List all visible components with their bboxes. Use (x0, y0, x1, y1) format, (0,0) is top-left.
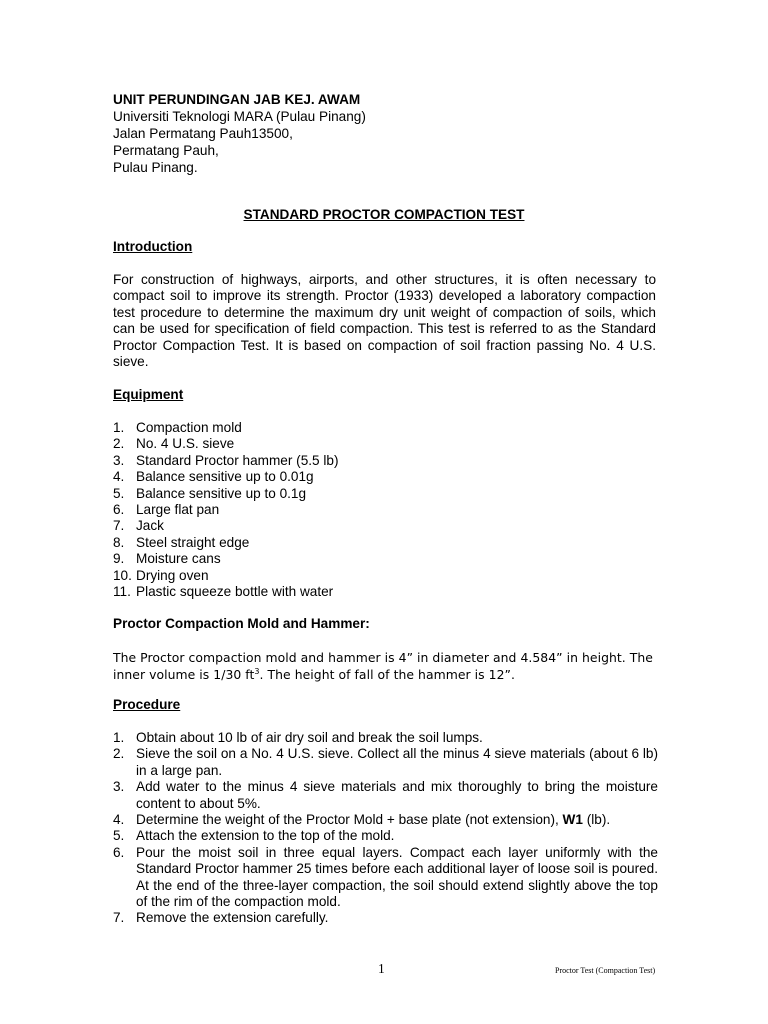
mold-hammer-paragraph (113, 649, 656, 683)
introduction-heading: Introduction (113, 239, 193, 254)
list-item: 1. Compaction mold (113, 420, 242, 435)
equipment-heading: Equipment (113, 387, 184, 402)
list-item: 9. Moisture cans (113, 551, 221, 567)
list-item: 1. Obtain about 10 lb of air dry soil and break the soil lumps. (113, 730, 483, 745)
running-footer-title: Proctor Test (Compaction Test) (555, 966, 656, 975)
address-line-3: Permatang Pauh, (113, 143, 219, 158)
list-item: 2. Sieve the soil on a No. 4 U.S. sieve. Collect all the minus 4 sieve materials (about 6 lb) in a large pan. (113, 746, 658, 778)
list-item: 3. Add water to the minus 4 sieve materials and mix thoroughly to bring the moisture content to about 5%. (113, 779, 658, 811)
list-item: 3. Standard Proctor hammer (5.5 lb) (113, 452, 339, 468)
list-item: 8. Steel straight edge (113, 534, 250, 550)
mold-hammer-heading: Proctor Compaction Mold and Hammer: (113, 616, 370, 631)
list-item: 2. No. 4 U.S. sieve (113, 436, 235, 452)
document-title: STANDARD PROCTOR COMPACTION TEST (243, 207, 525, 222)
list-item: 10. Drying oven (113, 567, 209, 583)
list-item: 4. Determine the weight of the Proctor Mold + base plate (not extension), W1 (lb). (113, 812, 611, 828)
mold-line-1: The Proctor compaction mold and hammer is 4” in diameter and 4.584” in height. The (113, 650, 653, 665)
list-item: 7. Jack (113, 518, 164, 534)
procedure-list (113, 730, 658, 927)
page-number: 1 (378, 961, 385, 976)
list-item: 5. Balance sensitive up to 0.1g (113, 485, 307, 501)
list-item: 11. Plastic squeeze bottle with water (113, 584, 334, 600)
organization-name: UNIT PERUNDINGAN JAB KEJ. AWAM (113, 92, 361, 107)
procedure-heading: Procedure (113, 697, 181, 712)
list-item: 6. Large flat pan (113, 502, 220, 518)
address-line-2: Jalan Permatang Pauh13500, (113, 126, 293, 141)
mold-line-2: inner volume is 1/30 $ft^3$. The height of fall of the hammer is 12”. (113, 666, 515, 682)
list-item: 6. Pour the moist soil in three equal layers. Compact each layer uniformly with the Standard Proctor hammer 25 times before each additional layer of loose soil is poured. At the end of the three-layer compaction, the soil should extend slightly above the top of the rim of the compaction mold. (113, 844, 658, 910)
list-item: 4. Balance sensitive up to 0.01g (113, 469, 314, 485)
equipment-list (113, 420, 658, 600)
list-item: 7. Remove the extension carefully. (113, 910, 329, 926)
list-item: 5. Attach the extension to the top of the mold. (113, 828, 395, 844)
address-line-1: Universiti Teknologi MARA (Pulau Pinang) (113, 109, 366, 124)
introduction-paragraph: For construction of highways, airports, and other structures, it is often necessary to compact soil to improve its strength. Proctor (1933) developed a laboratory compaction test procedure to determine the maximum dry unit weight of compaction of soils, which can be used for specification of field compaction. This test is referred to as the Standard Proctor Compaction Test. It is based on compaction of soil fraction passing No. 4 U.S. sieve. (113, 272, 656, 370)
address-line-4: Pulau Pinang. (113, 160, 198, 175)
